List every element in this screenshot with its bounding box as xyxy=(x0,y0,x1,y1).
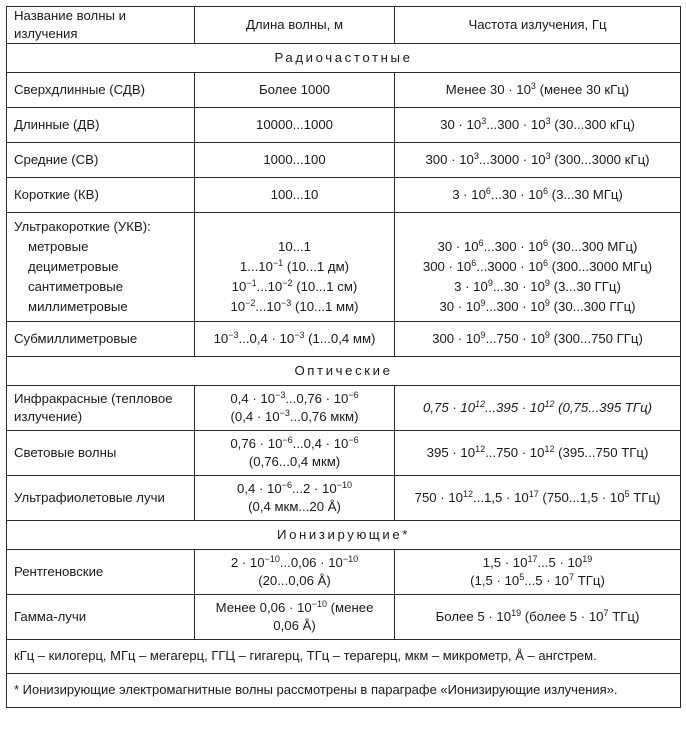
row-wavelength: $10^{-3}...0,4 \cdot 10^{-3}$ (1...0,4 мм) xyxy=(195,321,395,356)
row-name: Субмиллиметровые xyxy=(7,321,195,356)
table-row xyxy=(7,212,681,321)
row-name: Ультрафиолетовые лучи xyxy=(7,475,195,520)
row-wavelength: Более 1000 xyxy=(195,72,395,107)
header-name: Название волны и излучения xyxy=(7,7,195,44)
table-row xyxy=(7,107,681,142)
header-row xyxy=(7,7,681,44)
row-frequency: $395 \cdot 10^{12}...750 \cdot 10^{12}$ (395...750 ТГц) xyxy=(395,430,681,475)
row-wavelength: Менее $0,06 \cdot 10^{-10}$ (менее 0,06 Å) xyxy=(195,594,395,639)
table-row xyxy=(7,475,681,520)
row-wavelength: $0,76 \cdot 10^{-6}...0,4 \cdot 10^{-6}$ (0,76...0,4 мкм) xyxy=(195,430,395,475)
row-frequency: $0,75 \cdot 10^{12}...395 \cdot 10^{12}$ (0,75...395 ТГц) xyxy=(395,385,681,430)
table-row xyxy=(7,385,681,430)
row-name: Сверхдлинные (СДВ) xyxy=(7,72,195,107)
row-name: Инфракрасные (тепловое излучение) xyxy=(7,385,195,430)
row-frequency: $3 \cdot 10^6...30 \cdot 10^6$ (3...30 МГц) xyxy=(395,177,681,212)
row-frequency: $750 \cdot 10^{12}...1,5 \cdot 10^{17}$ ($750...1,5 \cdot 10^5$ ТГц) xyxy=(395,475,681,520)
section-ionizing: Ионизирующие* xyxy=(7,520,681,549)
row-frequency: $30 \cdot 10^3...300 \cdot 10^3$ (30...300 кГц) xyxy=(395,107,681,142)
table-row xyxy=(7,72,681,107)
row-frequency: $300 \cdot 10^9...750 \cdot 10^9$ (300...750 ГГц) xyxy=(395,321,681,356)
row-name: Световые волны xyxy=(7,430,195,475)
table-row xyxy=(7,142,681,177)
section-radio: Радиочастотные xyxy=(7,43,681,72)
wave-table xyxy=(6,6,681,708)
row-wavelength: 10000...1000 xyxy=(195,107,395,142)
section-optical: Оптические xyxy=(7,356,681,385)
header-frequency: Частота излучения, Гц xyxy=(395,7,681,44)
row-wavelength: 100...10 xyxy=(195,177,395,212)
row-name: Ультракороткие (УКВ): метровые дециметровые сантиметровые миллиметровые xyxy=(7,212,195,321)
row-wavelength: 1000...100 xyxy=(195,142,395,177)
row-frequency: $300 \cdot 10^3...3000 \cdot 10^3$ (300...3000 кГц) xyxy=(395,142,681,177)
header-wavelength: Длина волны, м xyxy=(195,7,395,44)
row-wavelength: $0,4 \cdot 10^{-3}...0,76 \cdot 10^{-6}$ ($0,4 \cdot 10^{-3}...0,76$ мкм) xyxy=(195,385,395,430)
row-wavelength: $0,4 \cdot 10^{-6}...2 \cdot 10^{-10}$ (0,4 мкм...20 Å) xyxy=(195,475,395,520)
row-wavelength: $2 \cdot 10^{-10}...0,06 \cdot 10^{-10}$ (20...0,06 Å) xyxy=(195,549,395,594)
row-name: Длинные (ДВ) xyxy=(7,107,195,142)
row-name: Гамма-лучи xyxy=(7,594,195,639)
row-wavelength: 10...1 $1...10^{-1}$ (10...1 дм) $10^{-1}...10^{-2}$ (10...1 см) $10^{-2}...10^{-3}$ (10...1 мм) xyxy=(195,212,395,321)
row-frequency: $30 \cdot 10^6...300 \cdot 10^6$ (30...300 МГц) $300 \cdot 10^6...3000 \cdot 10^6$ (300...3000 МГц) $3 \cdot 10^9...30 \cdot 10^9$ (3...30 ГГц) $30 \cdot 10^9...300 \cdot 10^9$ (30...300 ГГц) xyxy=(395,212,681,321)
table-row xyxy=(7,321,681,356)
table-row xyxy=(7,177,681,212)
table-row xyxy=(7,430,681,475)
units-note: кГц – килогерц, МГц – мегагерц, ГГЦ – гигагерц, ТГц – терагерц, мкм – микрометр, Å – ангстрем. xyxy=(7,639,681,673)
footnote: * Ионизирующие электромагнитные волны рассмотрены в параграфе «Ионизирующие излучения». xyxy=(7,673,681,707)
row-name: Средние (СВ) xyxy=(7,142,195,177)
row-frequency: Менее $30 \cdot 10^3$ (менее 30 кГц) xyxy=(395,72,681,107)
table-row xyxy=(7,549,681,594)
row-frequency: Более $5 \cdot 10^{19}$ (более $5 \cdot 10^7$ ТГц) xyxy=(395,594,681,639)
row-name: Короткие (КВ) xyxy=(7,177,195,212)
row-name: Рентгеновские xyxy=(7,549,195,594)
table-row xyxy=(7,594,681,639)
row-frequency: $1,5 \cdot 10^{17}...5 \cdot 10^{19}$ ($1,5 \cdot 10^5...5 \cdot 10^7$ ТГц) xyxy=(395,549,681,594)
